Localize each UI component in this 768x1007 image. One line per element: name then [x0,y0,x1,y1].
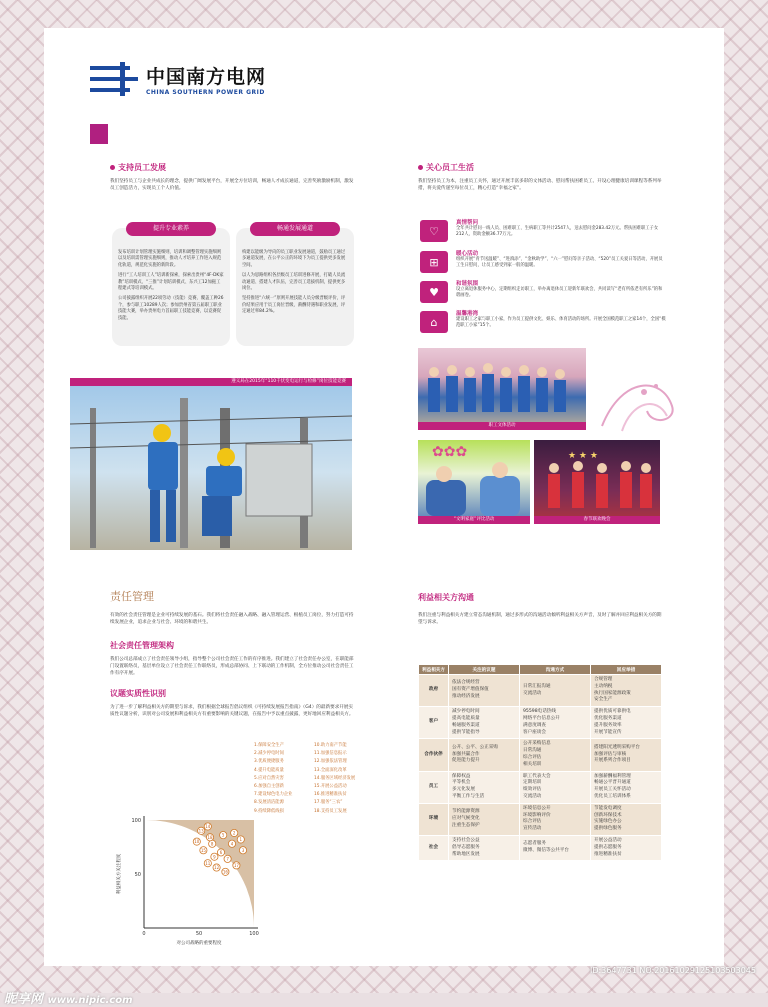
data-point-label: 3 [241,847,245,853]
electricians-illustration [70,378,352,550]
care-item-warm-harbor [420,309,720,339]
heart-hands-icon: ♡ [420,220,448,242]
legend-item: 4.提升电能质量 [254,767,284,773]
legend-item: 18.支持员工发展 [314,808,347,814]
data-point-label: 5 [221,832,225,838]
care-item-title: 暖心活动 [456,251,479,257]
x-tick-label: 100 [249,931,259,937]
data-point-label: 6 [219,850,223,855]
table-cell-channels: 95598电话热线 网络平台信息公开 满意度调查 客户座谈会 [520,707,591,739]
watermark-id: ID:3647731 NO:20161029125103503045 [589,966,756,975]
legend-item: 17.服务“三农” [314,800,343,806]
table-cell-responses: 节能发电调度 创新环保技术 实施绿色办公 提供绿色服务 [591,803,662,835]
photo-spring-festival-gala [534,440,660,524]
table-cell-group: 环境 [419,803,449,835]
table-cell-issues: 保障权益 平等机会 多元化发展 平衡工作与生活 [449,771,520,803]
card-title: 畅通发展通道 [250,222,340,236]
table-cell-channels: 职工代表大会 定期培训 绩效评估 交流活动 [520,771,591,803]
card-item: 构建以能级为导向的员工职业发展通道，鼓励员工通过多通道发展，在公平公正的环境下为员工提供更多发展空间。 [242,250,346,268]
card-item: 公司披露组织开展22项劳动（技能）竞赛，覆盖工种26个，参与职工10289人次；参加贵州省第五届职工职业技能大赛，举办贵州电力首届职工技能竞赛，以竞赛促技能。 [118,296,224,321]
legend-item: 6.加强自主创新 [254,784,284,790]
card-development-channels [236,225,354,346]
table-cell-channels: 志愿者服务 微博、微信等公共平台 [520,835,591,860]
legend-item: 13.全面深化改革 [314,767,347,773]
table-cell-group: 政府 [419,675,449,707]
care-item-title: 和谐氛围 [456,281,479,287]
data-point-label: 16 [222,869,228,875]
staff-development-intro: 我们坚持员工与企业共成长的理念，提供广阔发展平台，开展全方位培训，畅通人才成长通道，完善奖励激励机制，激发员工创造活力，实现员工个人价值。 [110,179,354,191]
responsibility-intro: 有效的社会责任管理是企业可持续发展的基石。我们将社会责任融入战略、融入管理运营、根植员工岗位，努力打造可持续发展企业，追求企业与社会、环境的和谐共生。 [110,613,354,625]
card-title: 提升专业素养 [126,222,216,236]
y-axis-label: 利益相关方关注程度 [117,853,122,895]
legend-item: 15.开展公益活动 [314,784,347,790]
column-header: 回应举措 [591,665,662,675]
column-header: 关注的议题 [449,665,520,675]
stakeholder-heading: 利益相关方沟通 [418,593,474,602]
data-point-label: 18 [207,834,213,840]
data-point-label: 13 [198,828,204,834]
data-point-label: 9 [213,854,216,860]
table-cell-responses: 合规管理 主动纳税 执行国家能源政策 安全生产 [591,675,662,707]
care-intro: 我们坚持员工为本，注重员工关怀，通过开展丰富多彩的文体活动、慰问帮扶困难员工、开设心理健康培训课程等系列举措，将关爱传递至每位员工，精心打造“幸福之家”。 [418,179,662,191]
care-item-harmony [420,279,720,309]
table-cell-issues: 节约能源资源 应对气候变化 注重生态保护 [449,803,520,835]
table-cell-channels: 日常汇报沟通 交流活动 [520,675,591,707]
legend-item: 7.建设绿色电力企业 [254,792,293,798]
issue-legend [254,742,374,816]
floral-swirl-decoration [592,356,682,436]
data-point-label: 1 [239,837,243,843]
legend-item: 8.发展清洁能源 [254,800,284,806]
material-issues-text: 为了进一步了解利益相关方的期望与诉求，我们根据全球报告倡议组织《可持续发展报告指南》（G4）的最新要求开展实质性议题分析，识别对公司发展和利益相关方有重要影响的关键议题，在报告中予以重点披露，更好地回应利益相关方。 [110,705,354,717]
care-item-title: 温馨港湾 [456,311,479,317]
bullet-dot-icon [110,165,115,170]
card-item: 发布培训计划管理实施细则，培训和调整管理实施细则以及培训需管理实施细则，推动人才培养工作进入规范化轨道，规范化实施的新阶段。 [118,250,222,268]
photo-caption: “文明家庭”评比活动 [418,516,530,524]
table-row [419,739,662,771]
table-cell-issues: 公开、公平、公正采购 加强共赢合作 促进能力提升 [449,739,520,771]
care-item-title: 真情帮问 [456,220,479,226]
care-item-sincere-visit [420,218,720,248]
table-row [419,771,662,803]
materiality-chart [110,808,270,948]
y-tick-label: 100 [131,818,141,824]
data-point-label: 12 [214,865,220,871]
care-item-text: 设立离退休服务中心，定期组织走访职工，举办离退休员工迎新年联欢会，共同读写“老有所依老有所乐”的和谐画卷。 [456,287,663,299]
legend-item: 11.加强信息报示 [314,751,347,757]
data-point-label: 17 [233,862,239,868]
data-point-label: 8 [210,841,214,847]
table-row [419,707,662,739]
family-craft-illustration [418,440,530,516]
table-cell-issues: 减少停电时间 提高电能质量 畅通服务渠道 提供节能指导 [449,707,520,739]
table-cell-group: 客户 [419,707,449,739]
home-icon: ⌂ [420,311,448,333]
legend-item: 5.应对自然灾害 [254,775,284,781]
logo-chinese-name: 中国南方电网 [146,66,267,88]
y-tick-label: 50 [134,872,141,878]
svg-text:★ ★ ★: ★ ★ ★ [568,451,598,461]
cheering-team-illustration [418,348,586,422]
data-point-label: 4 [230,841,234,847]
x-tick-label: 0 [142,931,146,937]
data-point-label: 2 [232,830,236,836]
table-cell-issues: 支持社会公益 倡导志愿服务 帮助地区发展 [449,835,520,860]
table-cell-channels: 环境信息公开 环境影响评价 综合评估 宣传活动 [520,803,591,835]
table-cell-issues: 依法合规经营 国有资产增值保值 推动经济发展 [449,675,520,707]
x-axis-label: 对公司战略的重要程度 [176,941,222,946]
legend-item: 12.加强依法管理 [314,759,347,765]
data-point-label: 7 [226,856,229,862]
table-cell-responses: 提供优质可靠供电 优化服务渠道 提升服务效率 开展节能宣传 [591,707,662,739]
table-cell-group: 社会 [419,835,449,860]
legend-item: 16.推进精准扶贫 [314,792,347,798]
logo-mark-icon [90,62,138,96]
dancers-illustration [534,440,660,516]
data-point-label: 11 [205,860,211,866]
watermark-site: 昵享网 www.nipic.com [4,992,133,1007]
column-header: 沟通方式 [520,665,591,675]
structure-text: 我们公司总部成立了社会责任领导小组，指导整个公司社会责任工作的有序推进。我们建立了社会责任办公室，在职能部门设置联络员，基层单位设立了社会责任工作联络员，形成总部协同、上下联动的工作机制，全方位推动公司社会责任工作有序开展。 [110,657,354,676]
table-cell-responses: 搭建阳光透明采购平台 加强评估与审核 开展系列合作项目 [591,739,662,771]
care-item-text: 建设职工之家与职工小家，作为员工提供文化、娱乐、体育活动的场所。开展全国模范职工之家14个，全国“模范职工小家”15个。 [456,317,666,329]
table-cell-responses: 加强薪酬福利管理 畅通公平晋升通道 开展员工关怀活动 优化员工培训体系 [591,771,662,803]
gift-icon: ⊞ [420,251,448,273]
table-cell-channels: 公开采购信息 日常沟通 综合评估 相关培训 [520,739,591,771]
section-tag [90,124,108,144]
stakeholder-table [418,664,662,861]
card-item: 坚持推进“六统一”原则开展技能人员分级晋级评价，评价结果应用于员工岗位晋级，薪酬待遇和职业发展，评定通过率84.2%。 [242,296,346,315]
table-row [419,803,662,835]
stakeholder-intro: 我们注重与利益相关方建立常态沟通机制，通过多形式的沟通活动倾听利益相关方声音，及时了解并回应利益相关方的期望与诉求。 [418,613,662,625]
table-row [419,675,662,707]
legend-item: 9.持续降低线损 [254,808,284,814]
legend-item: 14.服务区域经济发展 [314,775,356,781]
table-cell-responses: 开展公益活动 提供志愿服务 推进精准扶贫 [591,835,662,860]
x-tick-label: 50 [195,931,203,937]
card-item: 进行“工人培训工人”培训新探索，探索出贵州“4F-DK家教”培训模式、“三推”计划培训模式、东兴工12加拖工程建式等培训模式。 [118,273,224,292]
data-point-label: 10 [194,839,200,845]
photo-caption: 春节联欢晚会 [534,516,660,524]
company-logo [90,62,266,96]
table-cell-group: 合作伙伴 [419,739,449,771]
legend-item: 1.保障安全生产 [254,743,284,748]
card-item: 以人为思路组织各层级员工培训进修开展，打破人员流动通道、搭建人才队伍，完善员工选拔机制，提供更多岗位。 [242,273,346,292]
photo-caption: 遵义局在2015年“110千伏变电运行与检修”岗位技能竞赛 [70,378,352,386]
column-header: 利益相关方 [419,665,449,675]
photo-family-activity [418,440,530,524]
bullet-dot-icon [418,165,423,170]
table-cell-group: 员工 [419,771,449,803]
structure-heading: 社会责任管理架构 [110,641,174,650]
data-point-label: 14 [205,824,211,830]
data-point-label: 15 [200,847,206,853]
table-header-row [419,665,662,675]
logo-english-name: CHINA SOUTHERN POWER GRID [146,89,265,96]
svg-text:✿✿✿: ✿✿✿ [432,444,468,460]
card-professional-skills [112,225,230,346]
responsibility-heading: 责任管理 [110,590,154,603]
legend-item: 3.优质便捷服务 [254,759,284,765]
photo-sports-activity [418,348,586,430]
legend-item: 10.助力南产节能 [314,743,347,748]
photo-skills-competition [70,378,352,550]
photo-caption: 职工文体活动 [418,422,586,430]
section-title-staff-development: 支持员工发展 [110,162,166,173]
high-importance-region [144,820,254,928]
heart-icon: ♥ [420,281,448,303]
table-row [419,835,662,860]
legend-item: 2.减少停电时间 [254,751,284,757]
care-item-text: 组织开展“青节送温暖”、“进滇添”、“金秋助学”、“六一”慰问等亲子活动、“520”员工关爱日等活动，开展员工生日慰问，让员工感受到家一般的温暖。 [456,257,663,269]
section-title-care: 关心员工生活 [418,162,474,173]
care-item-text: 全年共计慰问一线人员、困难职工、生病职工等共计2547人，送去慰问金283.42万元。帮扶困难职工子女212人，资助金额36.77万元。 [456,226,659,238]
material-issues-heading: 议题实质性识别 [110,689,166,698]
care-item-warm-activities [420,249,720,279]
